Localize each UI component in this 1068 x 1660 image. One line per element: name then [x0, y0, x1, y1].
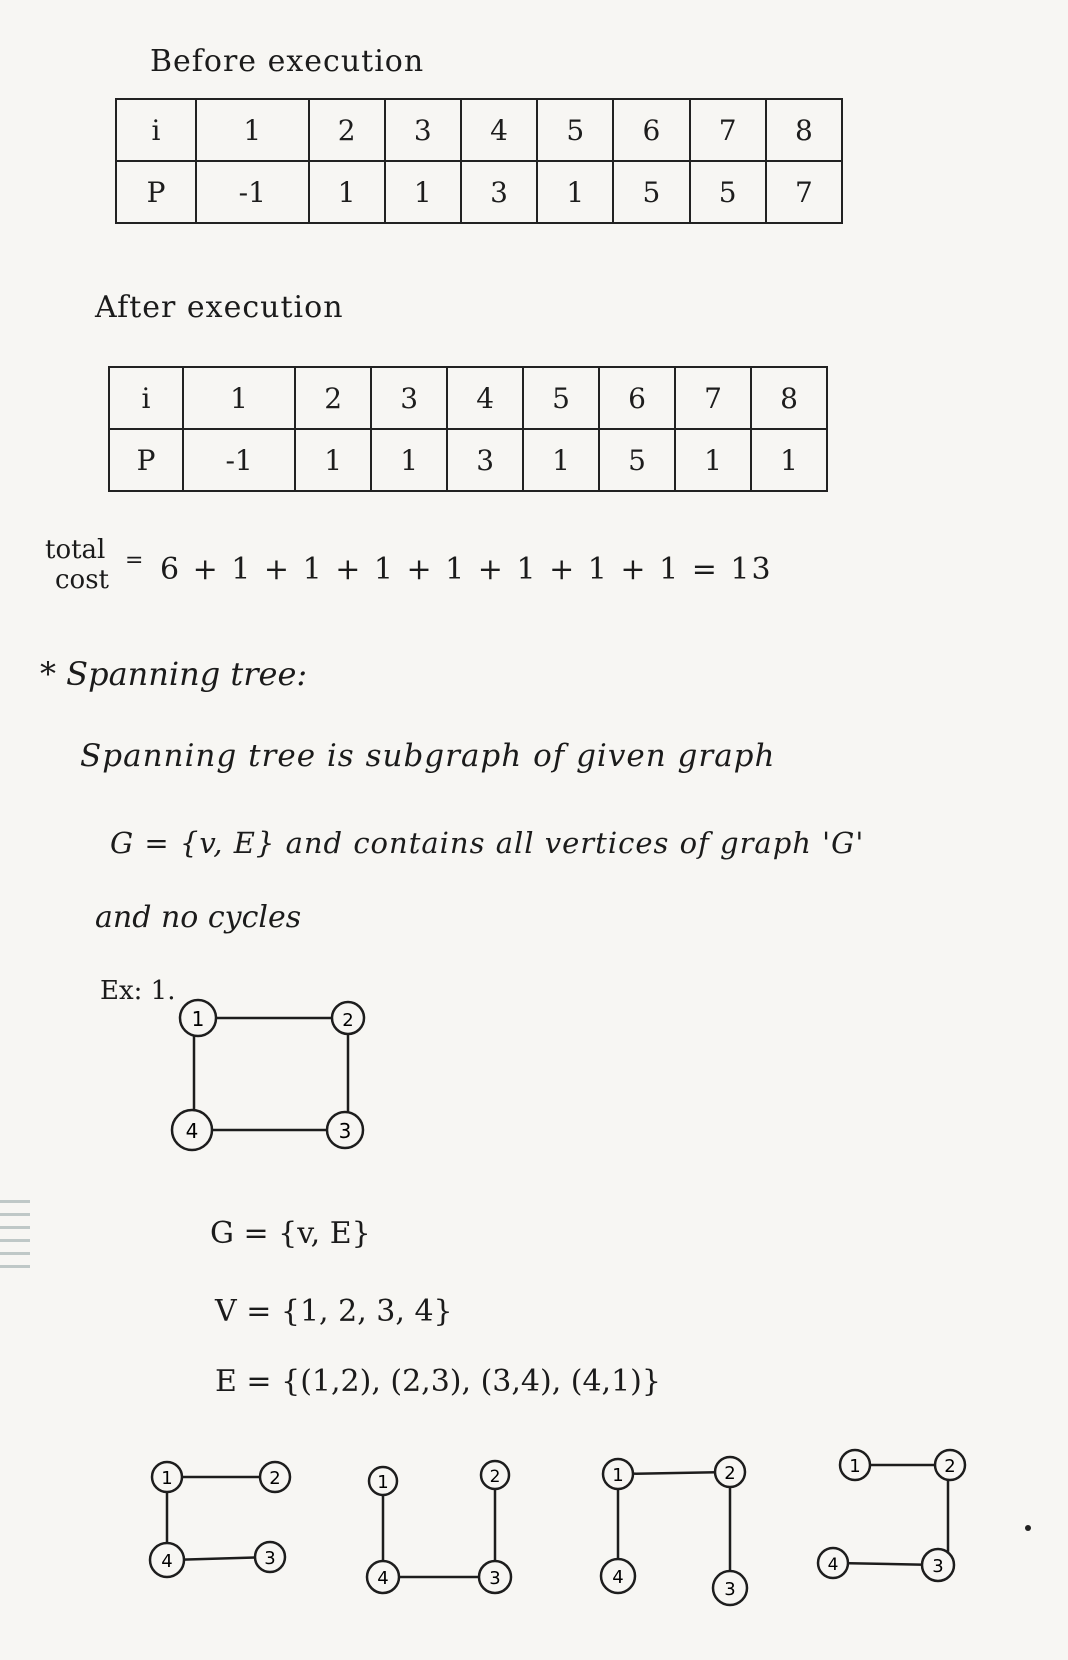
node-label: 1: [612, 1465, 624, 1486]
node-2: [332, 1002, 364, 1034]
margin-mark: [0, 1239, 30, 1242]
node-1: [840, 1450, 870, 1480]
before-execution-title: Before execution: [150, 44, 425, 79]
before-i-cell: 7: [690, 99, 766, 161]
node-2: [715, 1457, 745, 1487]
node-label: 4: [185, 1119, 199, 1143]
spanning-tree-heading: * Spanning tree:: [40, 655, 308, 693]
before-p-cell: 1: [385, 161, 461, 223]
before-p-cell: 3: [461, 161, 537, 223]
node-2: [481, 1461, 509, 1489]
after-i-cell: 6: [599, 367, 675, 429]
after-i-cell: 4: [447, 367, 523, 429]
node-label: 1: [377, 1472, 389, 1493]
node-1: [180, 1000, 216, 1036]
after-p-cell: 1: [371, 429, 447, 491]
node-label: 3: [338, 1119, 352, 1143]
node-4: [601, 1559, 635, 1593]
definition-line-2: G = {v, E} and contains all vertices of graph 'G': [110, 826, 865, 860]
after-p-cell: -1: [183, 429, 295, 491]
before-p-cell: 5: [690, 161, 766, 223]
after-p-cell: 1: [523, 429, 599, 491]
margin-marks: [0, 1190, 36, 1278]
after-i-cell: 7: [675, 367, 751, 429]
ink-dot: [1025, 1525, 1031, 1531]
node-1: [603, 1459, 633, 1489]
node-label: 1: [161, 1468, 173, 1489]
total-cost-label: [45, 535, 109, 595]
before-i-row: [116, 99, 842, 161]
node-label: 1: [849, 1456, 861, 1477]
definition-line-1: Spanning tree is subgraph of given graph: [80, 738, 776, 774]
node-1: [152, 1462, 182, 1492]
node-label: 4: [827, 1555, 839, 1575]
node-3: [922, 1549, 954, 1581]
before-p-cell: 1: [309, 161, 385, 223]
node-label: 3: [724, 1579, 736, 1600]
total-cost-label-line1: total: [45, 535, 106, 565]
after-execution-title: After execution: [95, 290, 344, 325]
total-cost-equals: =: [125, 548, 144, 573]
set-e-definition: E = {(1,2), (2,3), (3,4), (4,1)}: [215, 1364, 661, 1399]
set-g-definition: G = {v, E}: [210, 1216, 371, 1251]
definition-line-3: and no cycles: [95, 900, 302, 935]
after-i-row: [109, 367, 827, 429]
node-2: [260, 1462, 290, 1492]
node-2: [935, 1450, 965, 1480]
margin-mark: [0, 1226, 30, 1229]
node-4: [172, 1110, 212, 1150]
after-i-cell: 5: [523, 367, 599, 429]
example-label: Ex: 1.: [100, 976, 176, 1006]
after-i-cell: 1: [183, 367, 295, 429]
node-3: [255, 1542, 285, 1572]
before-p-cell: 7: [766, 161, 842, 223]
spanning-tree-1: [140, 1455, 310, 1595]
after-parent-table: [108, 366, 828, 492]
total-cost-expression: 6 + 1 + 1 + 1 + 1 + 1 + 1 + 1 = 13: [160, 552, 773, 587]
after-p-cell: 1: [675, 429, 751, 491]
after-i-cell: 2: [295, 367, 371, 429]
node-label: 4: [612, 1567, 624, 1588]
after-i-cell: 8: [751, 367, 827, 429]
before-i-header: i: [116, 99, 196, 161]
before-p-cell: 5: [613, 161, 689, 223]
node-label: 1: [191, 1007, 205, 1031]
node-3: [479, 1561, 511, 1593]
node-label: 3: [932, 1556, 944, 1577]
before-p-cell: 1: [537, 161, 613, 223]
before-p-header: P: [116, 161, 196, 223]
after-p-header: P: [109, 429, 183, 491]
node-label: 2: [269, 1468, 281, 1489]
node-label: 2: [944, 1456, 956, 1477]
set-v-definition: V = {1, 2, 3, 4}: [215, 1294, 453, 1329]
margin-mark: [0, 1213, 30, 1216]
after-p-cell: 3: [447, 429, 523, 491]
before-i-cell: 8: [766, 99, 842, 161]
example-graph: [160, 990, 380, 1160]
node-label: 2: [489, 1467, 501, 1487]
margin-mark: [0, 1252, 30, 1255]
spanning-tree-2: [355, 1455, 535, 1615]
after-p-cell: 5: [599, 429, 675, 491]
node-3: [713, 1571, 747, 1605]
before-i-cell: 1: [196, 99, 309, 161]
before-i-cell: 4: [461, 99, 537, 161]
node-label: 4: [161, 1551, 173, 1572]
margin-mark: [0, 1200, 30, 1203]
before-p-row: [116, 161, 842, 223]
spanning-tree-3: [590, 1450, 770, 1620]
before-i-cell: 3: [385, 99, 461, 161]
margin-mark: [0, 1265, 30, 1268]
node-label: 2: [342, 1010, 354, 1031]
before-parent-table: [115, 98, 843, 224]
after-p-cell: 1: [295, 429, 371, 491]
spanning-tree-4: [800, 1445, 980, 1595]
before-p-cell: -1: [196, 161, 309, 223]
node-label: 3: [489, 1568, 501, 1589]
before-i-cell: 2: [309, 99, 385, 161]
after-i-header: i: [109, 367, 183, 429]
total-cost-label-line2: cost: [55, 565, 110, 595]
node-3: [327, 1112, 363, 1148]
node-4: [818, 1548, 848, 1578]
node-4: [150, 1543, 184, 1577]
node-label: 4: [377, 1568, 389, 1589]
after-p-cell: 1: [751, 429, 827, 491]
edge-1-2: [618, 1472, 730, 1474]
node-4: [367, 1561, 399, 1593]
after-i-cell: 3: [371, 367, 447, 429]
node-label: 3: [264, 1548, 276, 1569]
node-label: 2: [724, 1463, 736, 1484]
after-p-row: [109, 429, 827, 491]
node-1: [369, 1467, 397, 1495]
before-i-cell: 6: [613, 99, 689, 161]
before-i-cell: 5: [537, 99, 613, 161]
